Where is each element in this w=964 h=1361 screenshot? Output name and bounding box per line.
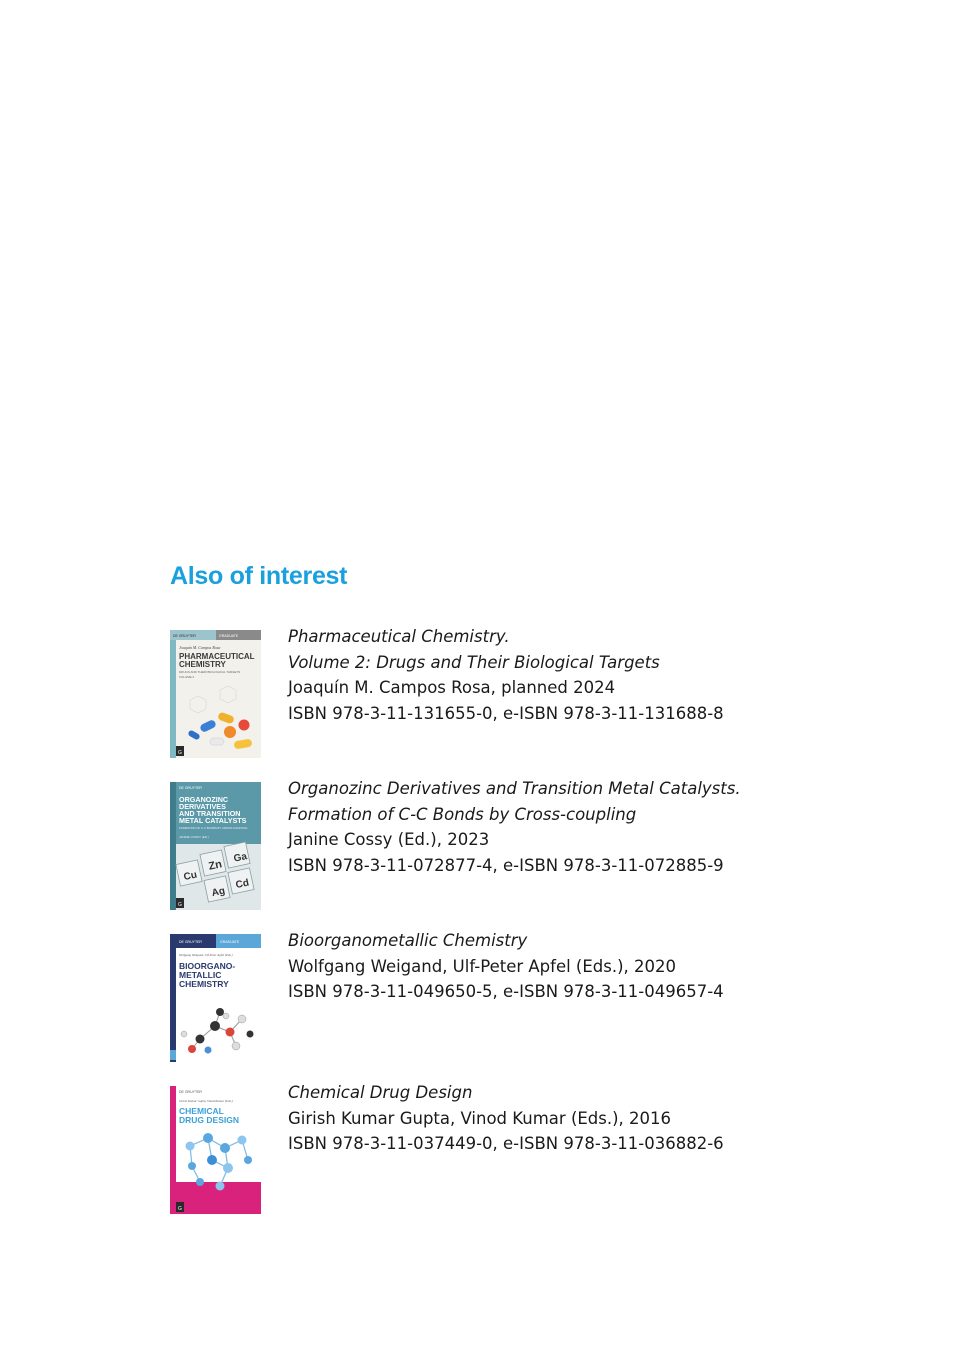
book-title-line: Volume 2: Drugs and Their Biological Targets xyxy=(288,652,660,672)
book-authors-year: Girish Kumar Gupta, Vinod Kumar (Eds.), 2016 xyxy=(288,1108,672,1128)
book-info xyxy=(288,928,724,1005)
cover-title-line: CHEMISTRY xyxy=(179,979,229,989)
cover-title-line: DERIVATIVES xyxy=(179,802,226,811)
cover-subtitle: DRUGS AND THEIR BIOLOGICAL TARGETS xyxy=(179,670,241,674)
book-title-line: Pharmaceutical Chemistry. xyxy=(288,627,510,646)
book-info xyxy=(288,776,741,878)
book-title-line: Formation of C-C Bonds by Cross-coupling xyxy=(288,804,637,824)
cover-title-line: AND TRANSITION xyxy=(179,809,241,818)
zinc-tile-icon: Cd xyxy=(234,877,251,892)
book-cover-image[interactable] xyxy=(170,1086,261,1214)
publisher-logo-icon: G xyxy=(178,750,182,756)
publisher-logo-icon: G xyxy=(178,902,182,908)
cover-title-line: METAL CATALYSTS xyxy=(179,816,247,825)
book-item[interactable] xyxy=(170,1083,790,1214)
book-title-line: Chemical Drug Design xyxy=(288,1083,473,1102)
book-cover-image[interactable] xyxy=(170,934,261,1062)
cover-publisher: DE GRUYTER xyxy=(179,1090,202,1094)
book-cover-image[interactable] xyxy=(170,782,261,910)
book-authors-year: Janine Cossy (Ed.), 2023 xyxy=(288,830,490,849)
cover-author: Girish Kumar Gupta, Vinod Kumar (Eds.) xyxy=(179,1099,233,1103)
cover-title-line: METALLIC xyxy=(179,970,222,980)
book-isbn: ISBN 978-3-11-131655-0, e-ISBN 978-3-11-131688-8 xyxy=(288,703,724,723)
section-heading: Also of interest xyxy=(170,562,348,590)
cover-author: Wolfgang Weigand, Ulf-Peter Apfel (Eds.) xyxy=(179,953,233,957)
book-title-line: Bioorganometallic Chemistry xyxy=(288,931,528,950)
cover-publisher: DE GRUYTER xyxy=(179,940,202,944)
cover-series: GRADUATE xyxy=(220,940,240,944)
publisher-logo-icon: G xyxy=(178,1206,182,1212)
cover-publisher: DE GRUYTER xyxy=(173,634,196,638)
book-isbn: ISBN 978-3-11-037449-0, e-ISBN 978-3-11-036882-6 xyxy=(288,1134,724,1153)
zinc-tile-icon: Cu xyxy=(182,869,199,884)
book-authors-year: Wolfgang Weigand, Ulf-Peter Apfel (Eds.), 2020 xyxy=(288,956,677,976)
zinc-tile-icon: Ga xyxy=(232,851,249,865)
book-info xyxy=(288,1080,724,1157)
cover-title-line: ORGANOZINC xyxy=(179,795,229,804)
cover-subtitle: FORMATION OF C-C BONDS BY CROSS-COUPLING xyxy=(179,826,248,830)
cover-title-line: BIOORGANO- xyxy=(179,961,236,971)
book-authors-year: Joaquín M. Campos Rosa, planned 2024 xyxy=(288,678,616,697)
book-item[interactable] xyxy=(170,931,790,1062)
cover-series: GRADUATE xyxy=(219,634,239,638)
cover-publisher: DE GRUYTER xyxy=(179,786,202,790)
book-title-line: Organozinc Derivatives and Transition Metal Catalysts. xyxy=(288,779,741,798)
cover-title-line: CHEMICAL xyxy=(179,1106,224,1116)
cover-title-line: DRUG DESIGN xyxy=(179,1115,239,1125)
cover-title-line: CHEMISTRY xyxy=(179,660,226,669)
cover-author: Joaquín M. Campos Rosa xyxy=(179,645,221,650)
cover-title-line: PHARMACEUTICAL xyxy=(179,652,255,661)
book-isbn: ISBN 978-3-11-072877-4, e-ISBN 978-3-11-072885-9 xyxy=(288,855,724,875)
book-item[interactable] xyxy=(170,627,790,758)
book-cover-image[interactable] xyxy=(170,630,261,758)
cover-editor: JANINE COSSY (ED.) xyxy=(179,835,209,839)
cover-volume: VOLUME 2 xyxy=(179,675,195,679)
zinc-tile-icon: Zn xyxy=(207,858,224,873)
zinc-tile-icon: Ag xyxy=(210,885,227,900)
book-item[interactable] xyxy=(170,779,790,910)
book-info xyxy=(288,624,724,726)
book-isbn: ISBN 978-3-11-049650-5, e-ISBN 978-3-11-049657-4 xyxy=(288,982,724,1001)
